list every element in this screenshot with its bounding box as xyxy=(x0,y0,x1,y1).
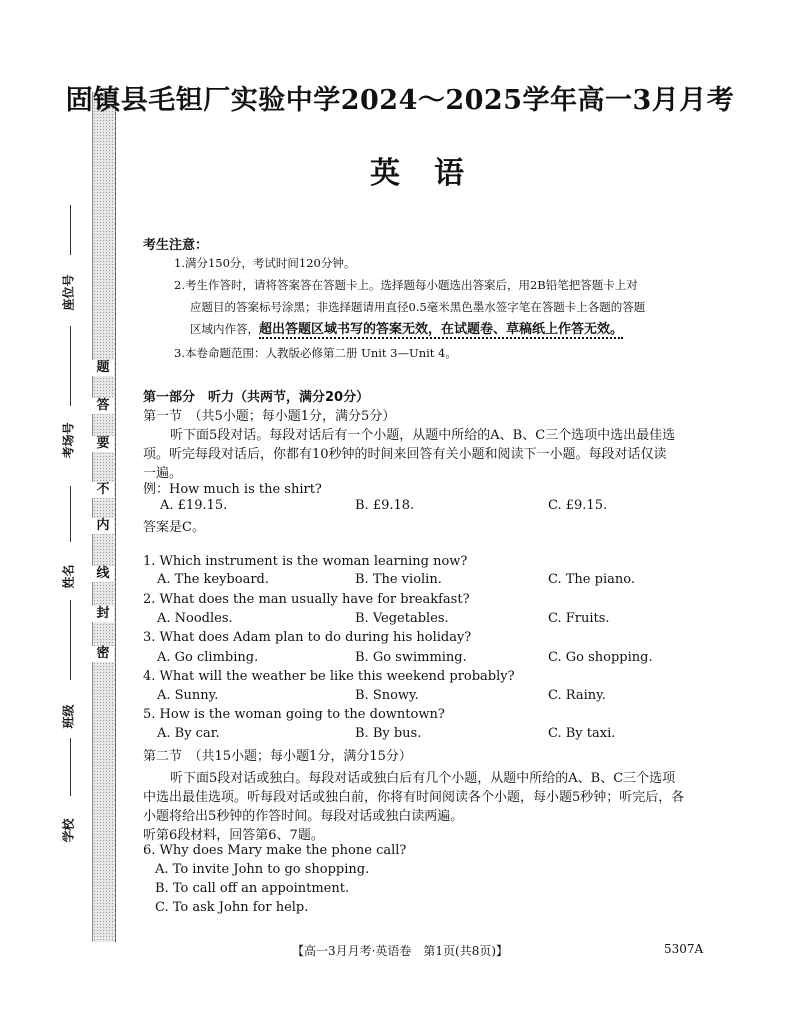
question-2: 2. What does the man usually have for breakfast? xyxy=(143,592,470,607)
section1-heading: 第一节 （共5小题；每小题1分，满分5分） xyxy=(143,409,396,424)
school-label: 学校 xyxy=(61,818,76,843)
example-answer: 答案是C。 xyxy=(143,520,205,535)
question-6-option-c: C. To ask John for help. xyxy=(155,900,309,915)
section1-instruction-1: 听下面5段对话。每段对话后有一个小题，从题中所给的A、B、C三个选项中选出最佳选 xyxy=(170,428,676,443)
seal-char: 内 xyxy=(92,518,114,534)
section1-instruction-3: 一遍。 xyxy=(143,466,183,481)
notice-heading: 考生注意： xyxy=(143,238,209,253)
question-2-option-a: A. Noodles. xyxy=(157,611,233,626)
section1-instruction-2: 项。听完每段对话后，你都有10秒钟的时间来回答有关小题和阅读下一小题。每段对话仅读 xyxy=(143,447,667,462)
seal-line xyxy=(115,92,116,942)
notice-item-2-line-1: 2.考生作答时，请将答案答在答题卡上。选择题每小题选出答案后，用2B铅笔把答题卡上对 xyxy=(174,278,638,292)
question-5-option-b: B. By bus. xyxy=(355,726,422,741)
question-4-option-b: B. Snowy. xyxy=(355,688,419,703)
class-line xyxy=(70,600,71,680)
question-4-option-c: C. Rainy. xyxy=(548,688,606,703)
question-6-option-b: B. To call off an appointment. xyxy=(155,881,350,896)
exam-title: 固镇县毛钽厂实验中学2024～2025学年高一3月月考 xyxy=(65,85,735,116)
question-2-option-b: B. Vegetables. xyxy=(355,611,449,626)
question-2-option-c: C. Fruits. xyxy=(548,611,610,626)
question-5: 5. How is the woman going to the downtown? xyxy=(143,707,445,722)
class-label: 班级 xyxy=(61,704,76,729)
section2-heading: 第二节 （共15小题；每小题1分，满分15分） xyxy=(143,749,412,764)
notice-item-3: 3.本卷命题范围：人教版必修第二册 Unit 3—Unit 4。 xyxy=(174,346,457,360)
example-question: 例：How much is the shirt? xyxy=(143,482,322,497)
notice-item-2-emphasis: 超出答题区域书写的答案无效，在试题卷、草稿纸上作答无效。 xyxy=(259,322,624,337)
seal-char: 不 xyxy=(92,482,114,498)
question-3: 3. What does Adam plan to do during his holiday? xyxy=(143,630,472,645)
notice-item-2-text: 区域内作答， xyxy=(190,322,259,336)
question-5-option-a: A. By car. xyxy=(157,726,220,741)
seal-char: 线 xyxy=(92,566,114,582)
seat-number-label: 座位号 xyxy=(61,274,76,311)
example-option-b: B. £9.18. xyxy=(355,498,415,513)
name-line xyxy=(70,486,71,542)
seal-char: 题 xyxy=(92,360,114,376)
section2-instruction-3: 小题将给出5秒钟的作答时间。每段对话或独白读两遍。 xyxy=(143,809,464,824)
seal-char: 要 xyxy=(92,436,114,452)
material-6-instruction: 听第6段材料，回答第6、7题。 xyxy=(143,828,324,843)
page-footer: 【高一3月月考·英语卷 第1页(共8页)】 xyxy=(291,944,509,958)
name-label: 姓名 xyxy=(61,564,76,589)
seal-char: 封 xyxy=(92,606,114,622)
example-option-c: C. £9.15. xyxy=(548,498,608,513)
question-4: 4. What will the weather be like this weekend probably? xyxy=(143,669,515,684)
question-1-option-a: A. The keyboard. xyxy=(157,572,270,587)
subject-title: 英语 xyxy=(370,156,498,191)
notice-item-2-line-2: 应题目的答案标号涂黑；非选择题请用直径0.5毫米黑色墨水签字笔在答题卡上各题的答题 xyxy=(190,300,646,314)
school-line xyxy=(70,738,71,796)
notice-item-2-line-3 xyxy=(190,316,623,343)
question-1-option-b: B. The violin. xyxy=(355,572,442,587)
example-option-a: A. £19.15. xyxy=(160,498,228,513)
question-4-option-a: A. Sunny. xyxy=(157,688,219,703)
question-6: 6. Why does Mary make the phone call? xyxy=(143,843,407,858)
seat-number-line xyxy=(70,205,71,255)
paper-code: 5307A xyxy=(664,942,704,956)
question-1: 1. Which instrument is the woman learning now? xyxy=(143,554,468,569)
question-3-option-c: C. Go shopping. xyxy=(548,650,653,665)
notice-item-1: 1.满分150分，考试时间120分钟。 xyxy=(174,256,356,270)
seal-char: 密 xyxy=(92,646,114,662)
question-1-option-c: C. The piano. xyxy=(548,572,635,587)
seal-char: 答 xyxy=(92,398,114,414)
section2-instruction-1: 听下面5段对话或独白。每段对话或独白后有几个小题，从题中所给的A、B、C三个选项 xyxy=(170,771,676,786)
section2-instruction-2: 中选出最佳选项。听每段对话或独白前，你将有时间阅读各个小题，每小题5秒钟；听完后，各 xyxy=(143,790,685,805)
binding-strip xyxy=(92,92,116,942)
question-3-option-b: B. Go swimming. xyxy=(355,650,467,665)
question-3-option-a: A. Go climbing. xyxy=(157,650,259,665)
exam-room-label: 考场号 xyxy=(61,422,76,459)
part1-heading: 第一部分 听力（共两节，满分20分） xyxy=(143,390,370,405)
question-5-option-c: C. By taxi. xyxy=(548,726,616,741)
question-6-option-a: A. To invite John to go shopping. xyxy=(155,862,370,877)
exam-room-line xyxy=(70,326,71,406)
